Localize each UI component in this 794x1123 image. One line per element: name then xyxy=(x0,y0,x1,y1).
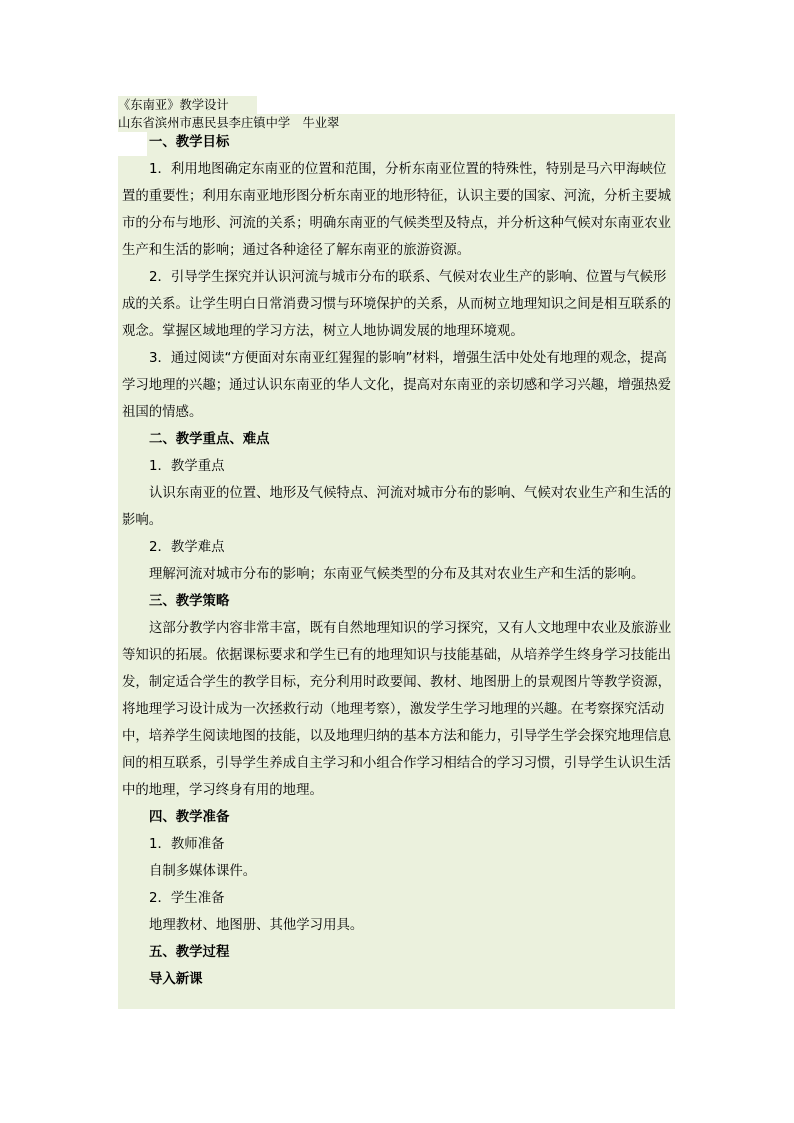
teacher-prep-paragraph: 自制多媒体课件。 xyxy=(149,864,257,879)
subheading-teacher-prep: 1．教师准备 xyxy=(149,837,225,852)
document-body xyxy=(118,132,675,1009)
strategy-paragraph: 这部分教学内容非常丰富，既有自然地理知识的学习探究，又有人文地理中农业及旅游业等知识的拓展。依据课标要求和学生已有的地理知识与技能基础，从培养学生终身学习技能出发，制定适合学生的教学目标，充分利用时政要闻、教材、地图册上的景观图片等教学资源，将地理学习设计成为一次拯救行动（地理考察），激发学生学习地理的兴趣。在考察探究活动中，培养学生阅读地图的技能，以及地理归纳的基本方法和能力，引导学生学会探究地理信息间的相互联系，引导学生养成自主学习和小组合作学习相结合的学习习惯，引导学生认识生活中的地理，学习终身有用的地理。 xyxy=(122,621,672,798)
objective-paragraph-2: 2．引导学生探究并认识河流与城市分布的联系、气候对农业生产的影响、位置与气候形成的关系。让学生明白日常消费习惯与环境保护的关系，从而树立地理知识之间是相互联系的观念。掌握区域地理的学习方法，树立人地协调发展的地理环境观。 xyxy=(122,270,672,339)
section-heading-5: 五、教学过程 xyxy=(149,945,230,960)
objective-paragraph-3: 3．通过阅读“方便面对东南亚红猩猩的影响”材料，增强生活中处处有地理的观念，提高学习地理的兴趣；通过认识东南亚的华人文化，提高对东南亚的亲切感和学习兴趣，增强热爱祖国的情感。 xyxy=(122,351,672,420)
author-line: 山东省滨州市惠民县李庄镇中学 牛业翠 xyxy=(118,114,675,132)
subheading-student-prep: 2．学生准备 xyxy=(149,891,225,906)
section-heading-4: 四、教学准备 xyxy=(149,810,230,825)
document-page xyxy=(118,96,675,1009)
section-heading-3: 三、教学策略 xyxy=(149,594,230,609)
subheading-intro: 导入新课 xyxy=(149,972,203,987)
student-prep-paragraph: 地理教材、地图册、其他学习用具。 xyxy=(149,918,364,933)
key-points-paragraph: 认识东南亚的位置、地形及气候特点、河流对城市分布的影响、气候对农业生产和生活的影响。 xyxy=(122,486,672,528)
subheading-key-points: 1．教学重点 xyxy=(149,459,225,474)
difficulties-paragraph: 理解河流对城市分布的影响；东南亚气候类型的分布及其对农业生产和生活的影响。 xyxy=(149,567,645,582)
document-title: 《东南亚》教学设计 xyxy=(118,96,257,114)
objective-paragraph-1: 1．利用地图确定东南亚的位置和范围，分析东南亚位置的特殊性，特别是马六甲海峡位置的重要性；利用东南亚地形图分析东南亚的地形特征，认识主要的国家、河流，分析主要城市的分布与地形、河流的关系；明确东南亚的气候类型及特点，并分析这种气候对东南亚农业生产和生活的影响；通过各种途径了解东南亚的旅游资源。 xyxy=(122,162,672,258)
section-heading-1: 一、教学目标 xyxy=(118,132,675,156)
bottom-spacer xyxy=(118,993,675,1009)
subheading-difficulties: 2．教学难点 xyxy=(149,540,225,555)
section-heading-2: 二、教学重点、难点 xyxy=(149,432,270,447)
